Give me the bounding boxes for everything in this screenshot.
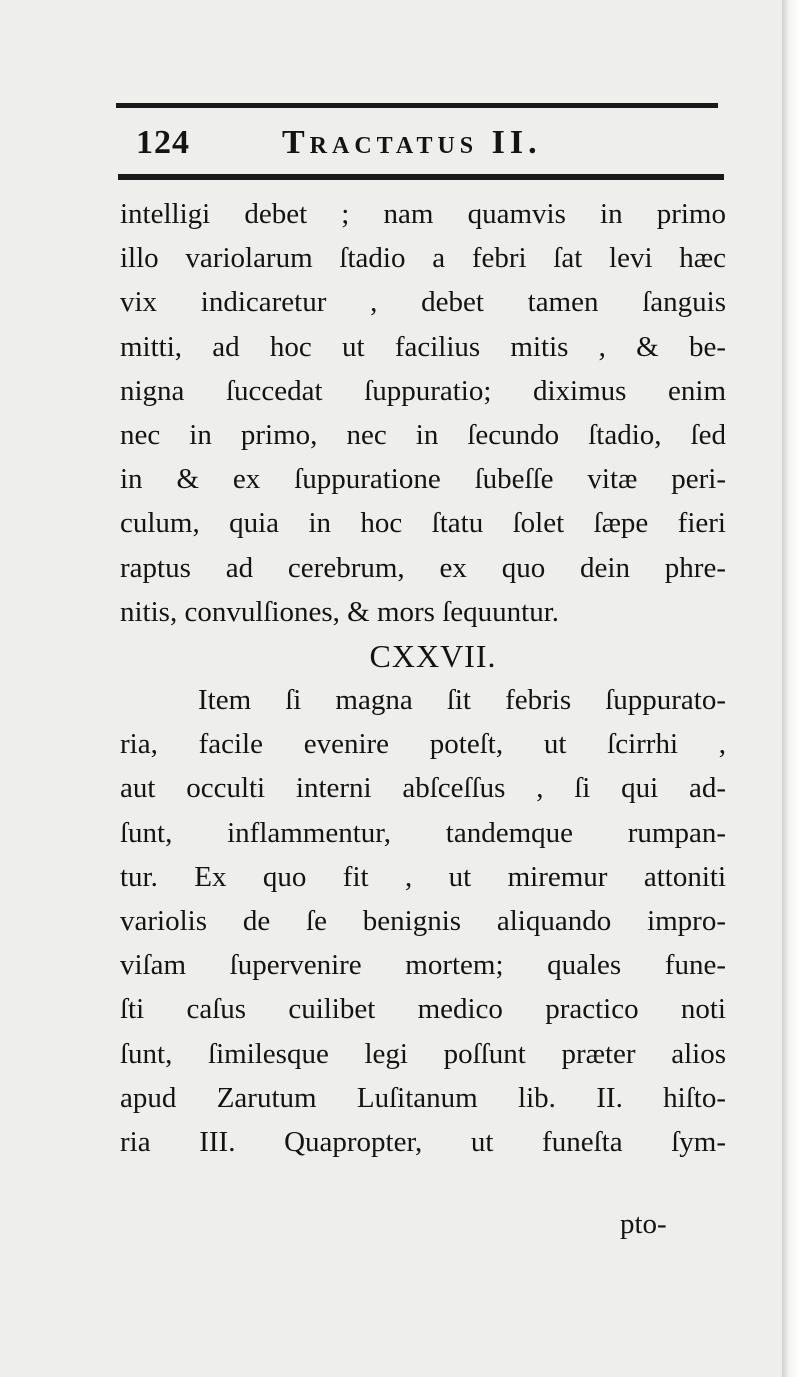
text-line: tur. Ex quo fit , ut miremur attoniti [120,860,726,893]
text-line: raptus ad cerebrum, ex quo dein phre- [120,551,726,584]
text-line: nigna ſuccedat ſuppuratio; diximus enim [120,374,726,407]
section-heading: CXXVII. [369,637,497,674]
text-line: vix indicaretur , debet tamen ſanguis [120,286,726,319]
text-line: ſunt, ſimilesque legi poſſunt præter alios [120,1037,726,1070]
text-line: ſti caſus cuilibet medico practico noti [120,993,726,1026]
body-text [120,192,726,1164]
text-line: apud Zarutum Luſitanum lib. II. hiſto- [120,1081,726,1114]
text-line: nec in primo, nec in ſecundo ſtadio, ſed [120,418,726,451]
page-edge [782,0,800,1377]
running-head [136,118,716,168]
text-line: ſunt, inflammentur, tandemque rumpan- [120,816,726,849]
text-line: culum, quia in hoc ſtatu ſolet ſæpe fieri [120,507,726,540]
text-line: ria III. Quapropter, ut funeſta ſym- [120,1125,726,1158]
text-line: viſam ſupervenire mortem; quales fune- [120,949,726,982]
text-line: ria, facile evenire poteſt, ut ſcirrhi , [120,728,726,761]
header-rule-top [116,103,718,108]
text-line: aut occulti interni abſceſſus , ſi qui ad- [120,772,726,805]
page-number: 124 [136,124,190,161]
running-title: Tractatus II. [282,124,542,161]
catchword: pto- [620,1208,667,1240]
text-line: in & ex ſuppuratione ſubeſſe vitæ peri- [120,463,726,496]
text-line: mitti, ad hoc ut facilius mitis , & be- [120,330,726,363]
text-line: variolis de ſe benignis aliquando impro- [120,905,726,937]
text-line: intelligi debet ; nam quamvis in primo [120,198,726,230]
header-rule-bottom [118,174,724,180]
text-line: Item ſi magna ſit febris ſuppurato- [198,684,726,717]
text-line: nitis, convulſiones, & mors ſequuntur. [120,595,560,628]
text-line: illo variolarum ſtadio a febri ſat levi hæc [120,242,726,275]
